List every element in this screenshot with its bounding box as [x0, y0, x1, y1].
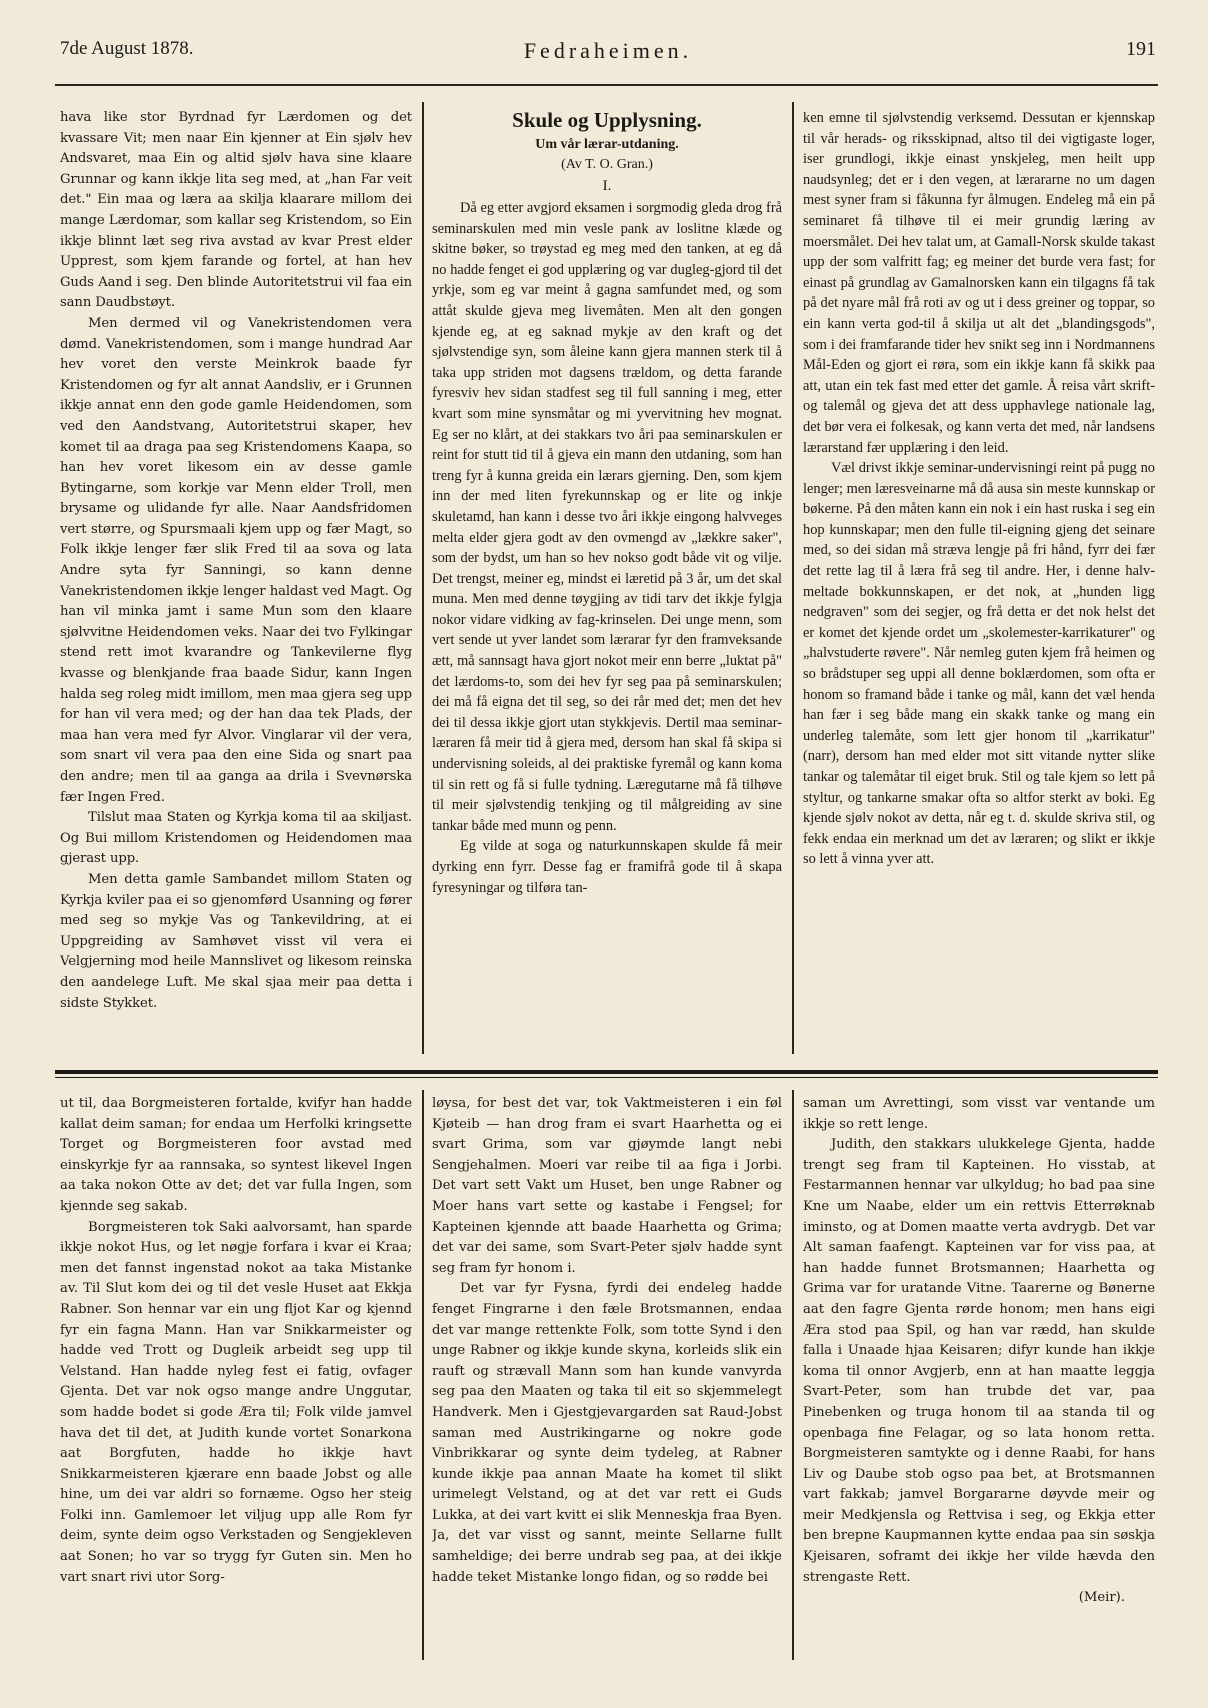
paragraph: Judith, den stakkars ulukkelege Gjenta, hadde trengt seg fram til Kapteinen. Ho visstab, at Festarmannen hennar var ulkyldug; ho bad paa sine Kne um Naabe, elder um ein rettvis Etterrøknab iminsto, og at Domen maatte verta avdrygb. Det var Alt saman faafengt. Kapteinen var for viss paa, at han hadde funnet Brotsmannen; Haarhetta og Grima var for uratande Vitne. Taarerne og Bønerne aat den fagre Gjenta rørde honom; men hans eigi Æra stod paa Spil, og han var rædd, han skulde falla i Unaade hjaa Keisaren; difyr kunde han ikkje koma til onnor Avgjerb, enn at han maatte leggja Svart-Peter, som han trubde det var, paa Pinebenken og truga honom til aa standa til og openbaga fine Felagar, og so lata honom retta. Borgmeisteren samtykte og i denne Raabi, for hans Liv og Daube stob ogso paa bet, at Brotsmannen vart fakkab; jamvel Borgararne døyvde meir og meir Medkjensla og Rettvisa i seg, og Ekkja etter ben brepne Kaupmannen kytte endaa paa sin søskja Kjeisaren, soframt dei ikkje her vilde hævda den strengaste Rett.	[803, 1137, 1155, 1585]
article-column	[432, 108, 782, 1058]
section-divider-thin	[55, 1077, 1158, 1078]
section-divider	[55, 1070, 1158, 1074]
top-left-column	[60, 108, 412, 1058]
column-rule	[422, 102, 424, 1054]
issue-date: 7de August 1878.	[60, 38, 194, 59]
paragraph: ut til, daa Borgmeisteren fortalde, kvifyr han hadde kallat deim saman; for endaa um Herfolki kringsette Torget og Borgmeisteren foor avstad med einskyrkje fyr aa rannsaka, so syntest likevel Ingen aa taka nokon Otte av det; det var fulla Ingen, som kjennde seg sakab.	[60, 1096, 412, 1214]
paragraph: Tilslut maa Staten og Kyrkja koma til aa skiljast. Og Bui millom Kristendomen og Heidendomen maa gjerast upp.	[60, 810, 412, 867]
article-continuation-column	[803, 108, 1155, 1058]
page-header	[60, 38, 1156, 68]
paragraph: hava like stor Byrdnad fyr Lærdomen og det kvassare Vit; men naar Ein kjenner at Ein sjølv hev Andsvaret, maa Ein og altid sjølv hava sine klaare Grunnar og kann ikkje lita seg med, at „han Far veit det." Ein maa og læra aa skilja klaarare millom dei mange Lærdomar, som kallar seg Kristendom, so Ein ikkje blinnt læt seg riva avstad av kvar Prest elder Upprest, som kjem farande og fortel, at han hev Guds Aand i seg. Den blinde Autoritetstrui vil faa ein sann Daudbstøyt.	[60, 110, 412, 311]
paragraph: saman um Avrettingi, som visst var ventande um ikkje so rett lenge.	[803, 1096, 1155, 1132]
bottom-middle-column	[432, 1094, 782, 1664]
column-rule	[422, 1090, 424, 1660]
bottom-left-column	[60, 1094, 412, 1664]
paragraph: ken emne til sjølvstendig verksemd. Dessutan er kjennskap til vår herads- og riksskipnad, altso til dei vigtigaste loger, iser grundlogi, ikkje einast ynskjeleg, men heilt upp naudsynleg; det er i den vegen, at lærararne no um dagen mest syner fram si fåkunna fyr ålmugen. Endeleg må ein på seminaret få tilhøve til ei meir grundig læring av moersmålet. Dei hev talat um, at Gamall-Norsk skulde takast upp der som valfritt fag; eg meiner det burde vera fast; for einast på grundlag av Gamalnorsken kann ein tilgagns få tak på det nyare mål frå roti av og ut i dess greiner og toppar, so ein kann verta god-til å skilja ut alt det „blandingsgods", som i dei framfarande tider hev snikt seg inn i Nordmannens Mål-Eden og gjort ei røra, som ein ikkje kann få skikk paa att, utan ein tek fast med etter det gamle. Å reisa vårt skrift- og talemål og gjeva det att dess upphavlege nationale lag, det bør vera ei folkesak, og kann verta det med, når landsens lærarstand fær upplæring i den leid.	[803, 110, 1155, 456]
masthead-title: Fedraheimen.	[523, 38, 693, 63]
article-part-number: I.	[602, 178, 612, 194]
paragraph: Det var fyr Fysna, fyrdi dei endeleg hadde fenget Fingrarne i den fæle Brotsmannen, endaa det var mange rettenkte Folk, som totte Synd i den unge Rabner og ikkje kunde skyna, korleids slik ein rauft og strævall Mann som han kunde vanvyrda seg paa den Maaten og taka til eit so skjemmelegt Handverk. Men i Gjestgjevargarden sat Raud-Jobst saman med Austrikingarne og nokre gode Vinbrikkarar og synte deim tydeleg, at Rabner kunde ikkje paa annan Maate ha komet til slikt urimelegt Velstand, og at det var rett ei Guds Lukka, at dei vart kvitt ei slik Menneskja fraa Byen. Ja, det var visst og sannt, meinte Sellarne fullt samheldige; dei berre undrab seg paa, at dei ikkje hadde teket Mistanke longo fidan, og so rødde bei	[432, 1281, 782, 1585]
article-subtitle: Um vår lærar-utdaning.	[535, 137, 679, 152]
section-title: Skule og Upplysning.	[512, 108, 702, 132]
paragraph: Men detta gamle Sambandet millom Staten og Kyrkja kviler paa ei so gjenomførd Usanning og fører med seg so mykje Vas og Tankevildring, at ei Uppgreiding av Samhøvet visst vil vera ei Velgjerning mod heile Mannslivet og likesom reinska den aandelege Luft. Me skal sjaa meir paa detta i sidste Stykket.	[60, 871, 412, 1011]
column-rule	[792, 102, 794, 1054]
continued-note: (Meir).	[1078, 1590, 1125, 1606]
article-author: (Av T. O. Gran.)	[561, 157, 653, 172]
paragraph: Væl drivst ikkje seminar-undervisningi reint på pugg no lenger; men læresveinarne må då ausa sin meste kunnskap or bøkerne. På den måten kann ein nok i ein hast ruska i seg ein hop kunnskapar; men den fulle til-eigning gjeng det seinare med, so dei sidan må stræva lengje på fri hånd, fyrr dei fær det rette lag til å læra frå seg til andre. Her, i denne halv-meltade bokkunnskapen, er det nok, at „hunden ligg nedgraven" som dei segjer, og frå detta er det nok helst det er komet det kjende ordet um „skolemester-karrikaturer" og „halvstuderte røvere". Når nemleg guten kjem frå heimen og so brådstuper seg uppi all denne boklærdomen, som ofta er honom so framand både i tanke og mål, kann det væl henda han fær i seg både mang ein skakk tanke og mang ein underleg talemåte, som lett gjer honom til „karrikatur" (narr), dersom han med elder mot sitt vitande nytter slike tankar og talemåtar til eiget bruk. Stil og tale kjem so lett på styltur, og tankarne smakar ofta so altfor sterkt av boki. Eg kjende sjølv nokot av detta, når eg t. d. skulde skriva stil, og fekk endaa ein merknad um det av læraren; og slikt er ikkje so lett å vinna yver att.	[803, 460, 1155, 868]
column-rule	[792, 1090, 794, 1660]
paragraph: Borgmeisteren tok Saki aalvorsamt, han sparde ikkje nokot Hus, og let nøgje forfara i kvar ei Kraa; men det fannst ingenstad nokot aa taka Mistanke av. Til Slut kom dei og til det vesle Huset aat Ekkja Rabner. Son hennar var ein ung fljot Kar og kjennd fyr ein fagna Mann. Han var Snikkarmeister og hadde ved Trott og Dugleik arbeidt seg upp til Velstand. Han hadde nyleg fest ei fatig, ovfager Gjenta. Det var nok ogso mange andre Unggutar, som hadde bodet si gode Æra til; Folk vilde jamvel hava det til det, at Judith kunde vortet Sonarkona aat Borgfuten, hadde ho ikkje havt Snikkarmeisteren kjærare enn baade Jobst og alle hine, um dei var aldri so fornæme. Ogso her steig Folki inn. Gamlemoer let viljug upp alle Rom fyr deim, synte deim ogso Verkstaden og Sengjekleven aat Sonen; ho var so trygg fyr Guten sin. Men ho vart snart rivi utor Sorg-	[60, 1219, 412, 1585]
page-number: 191	[1126, 38, 1156, 60]
paragraph: Men dermed vil og Vanekristendomen vera dømd. Vanekristendomen, som i mange hundrad Aar hev voret den verste Meinkrok baade fyr Kristendomen og fyr alt annat Aandsliv, er i Grunnen ikkje annat enn den gode gamle Heidendomen, som ved den Aandstvang, Autoritetstrui skaper, hev komet til aa draga paa seg Kristendomens Kaapa, so han hev voret likesom ein av desse gamle Bytingarne, som korkje var Menn elder Troll, men brysame og ulidande fyr alle. Naar Aandsfridomen vert større, og Spursmaali kjem upp og fær Magt, so Folk ikkje lenger fær slik Fred til aa sova og lata Andre syta fyr Sanningi, so kann denne Vanekristendomen ikkje lenger haldast ved Magt. Og han vil minka jamt i same Mun som den klaare sjølvvitne Heidendomen veks. Naar dei tvo Fylkingar stend rett imot kvarandre og Tankevilerne flyg kvasse og blenkjande fraa baade Sidur, kann Ingen halda seg roleg midt imillom, men maa gjera seg upp for han vil vera med; og der han daa tek Plads, der maa han vera med fyr Alvor. Vinglarar vil der vera, som snart vil vera paa den eine Sida og snart paa den andre; men til aa ganga aa drila i Svevnørska fær Ingen Fred.	[60, 315, 412, 805]
paragraph: løysa, for best det var, tok Vaktmeisteren i ein føl Kjøteib — han drog fram ei svart Haarhetta og ei svart Grima, som var gjøymde langt nebi Sengjehalmen. Moeri var reibe til aa figa i Jorbi. Det vart sett Vakt um Huset, ben unge Rabner og Moer hans vart sette og kastabe i Fengsel; for Kapteinen kjennde att baade Haarhetta og Grima; det var dei same, som Svart-Peter sjølv hadde synt seg fram fyr honom i.	[432, 1096, 782, 1276]
paragraph: Då eg etter avgjord eksamen i sorgmodig gleda drog frå seminarskulen med min vesle pank av loslitne klæde og skitne bøker, so trøystad eg meg med den tanken, at eg då no hadde fenget ei god upplæring og var dugleg-gjord til det yrkje, som eg var meint å gagna samfundet med, og som attåt skulde gjeva meg livemåten. Men alt den gongen kjende eg, at eg saknad mykje av den kraft og det sjølvstendige syn, som åleine kann gjera mannen sterk til å taka upp striden mot dagsens trældom, og detta farande fyresviv hev sidan stadfest seg til full sanning i meg, etter kvart som mine synsmåtar og mi yvervitning hev mognat. Eg ser no klårt, at dei stakkars tvo åri paa seminarskulen er reint for stutt tid til å gjeva ein mann den utdaning, som han treng fyr å kunna greida ein lærars gjerning. Den, som kjem inn der med liten fyrekunnskap og er lite og inkje skuletamd, han kann i desse tvo åri ikkje eingong halvveges melta elder gjera godt av den ovmengd av „lækkre saker", som der bydst, um han so hev nokso godt både vit og vilje. Det trengst, meiner eg, mindst ei læretid på 3 år, um det skal muna. Men med denne tøygjing av tidi tarv det ikkje fylgja nokor vidare vidking av fag-krinselen. Dei unge menn, som vert sende ut yver landet som lærarar fyr den framveksande ætt, må sannsagt hava gjort nokot meir enn berre „luktat på" det lærdoms-to, som dei hev fyr seg paa på seminarskulen; dei må få eigna det til seg, so dei rår med det; men det hev dei til dessa ikkje gjort utan stykkjevis. Dertil maa seminar-læraren få meir tid å gjera med, dersom han skal få skipa si undervisning soleids, al dei praktiske fyremål og kann koma til sin rett og få si fulle tydning. Læregutarne må få tilhøve til meir sjølvstendig tenkjing og til målgreiding av sine tankar både med munn og penn.	[432, 200, 782, 834]
paragraph: Eg vilde at soga og naturkunnskapen skulde få meir dyrking enn fyrr. Desse fag er framifrå gode til å skapa fyresyningar og tilføra tan-	[432, 838, 782, 896]
header-rule	[55, 84, 1158, 86]
bottom-right-column	[803, 1094, 1155, 1664]
